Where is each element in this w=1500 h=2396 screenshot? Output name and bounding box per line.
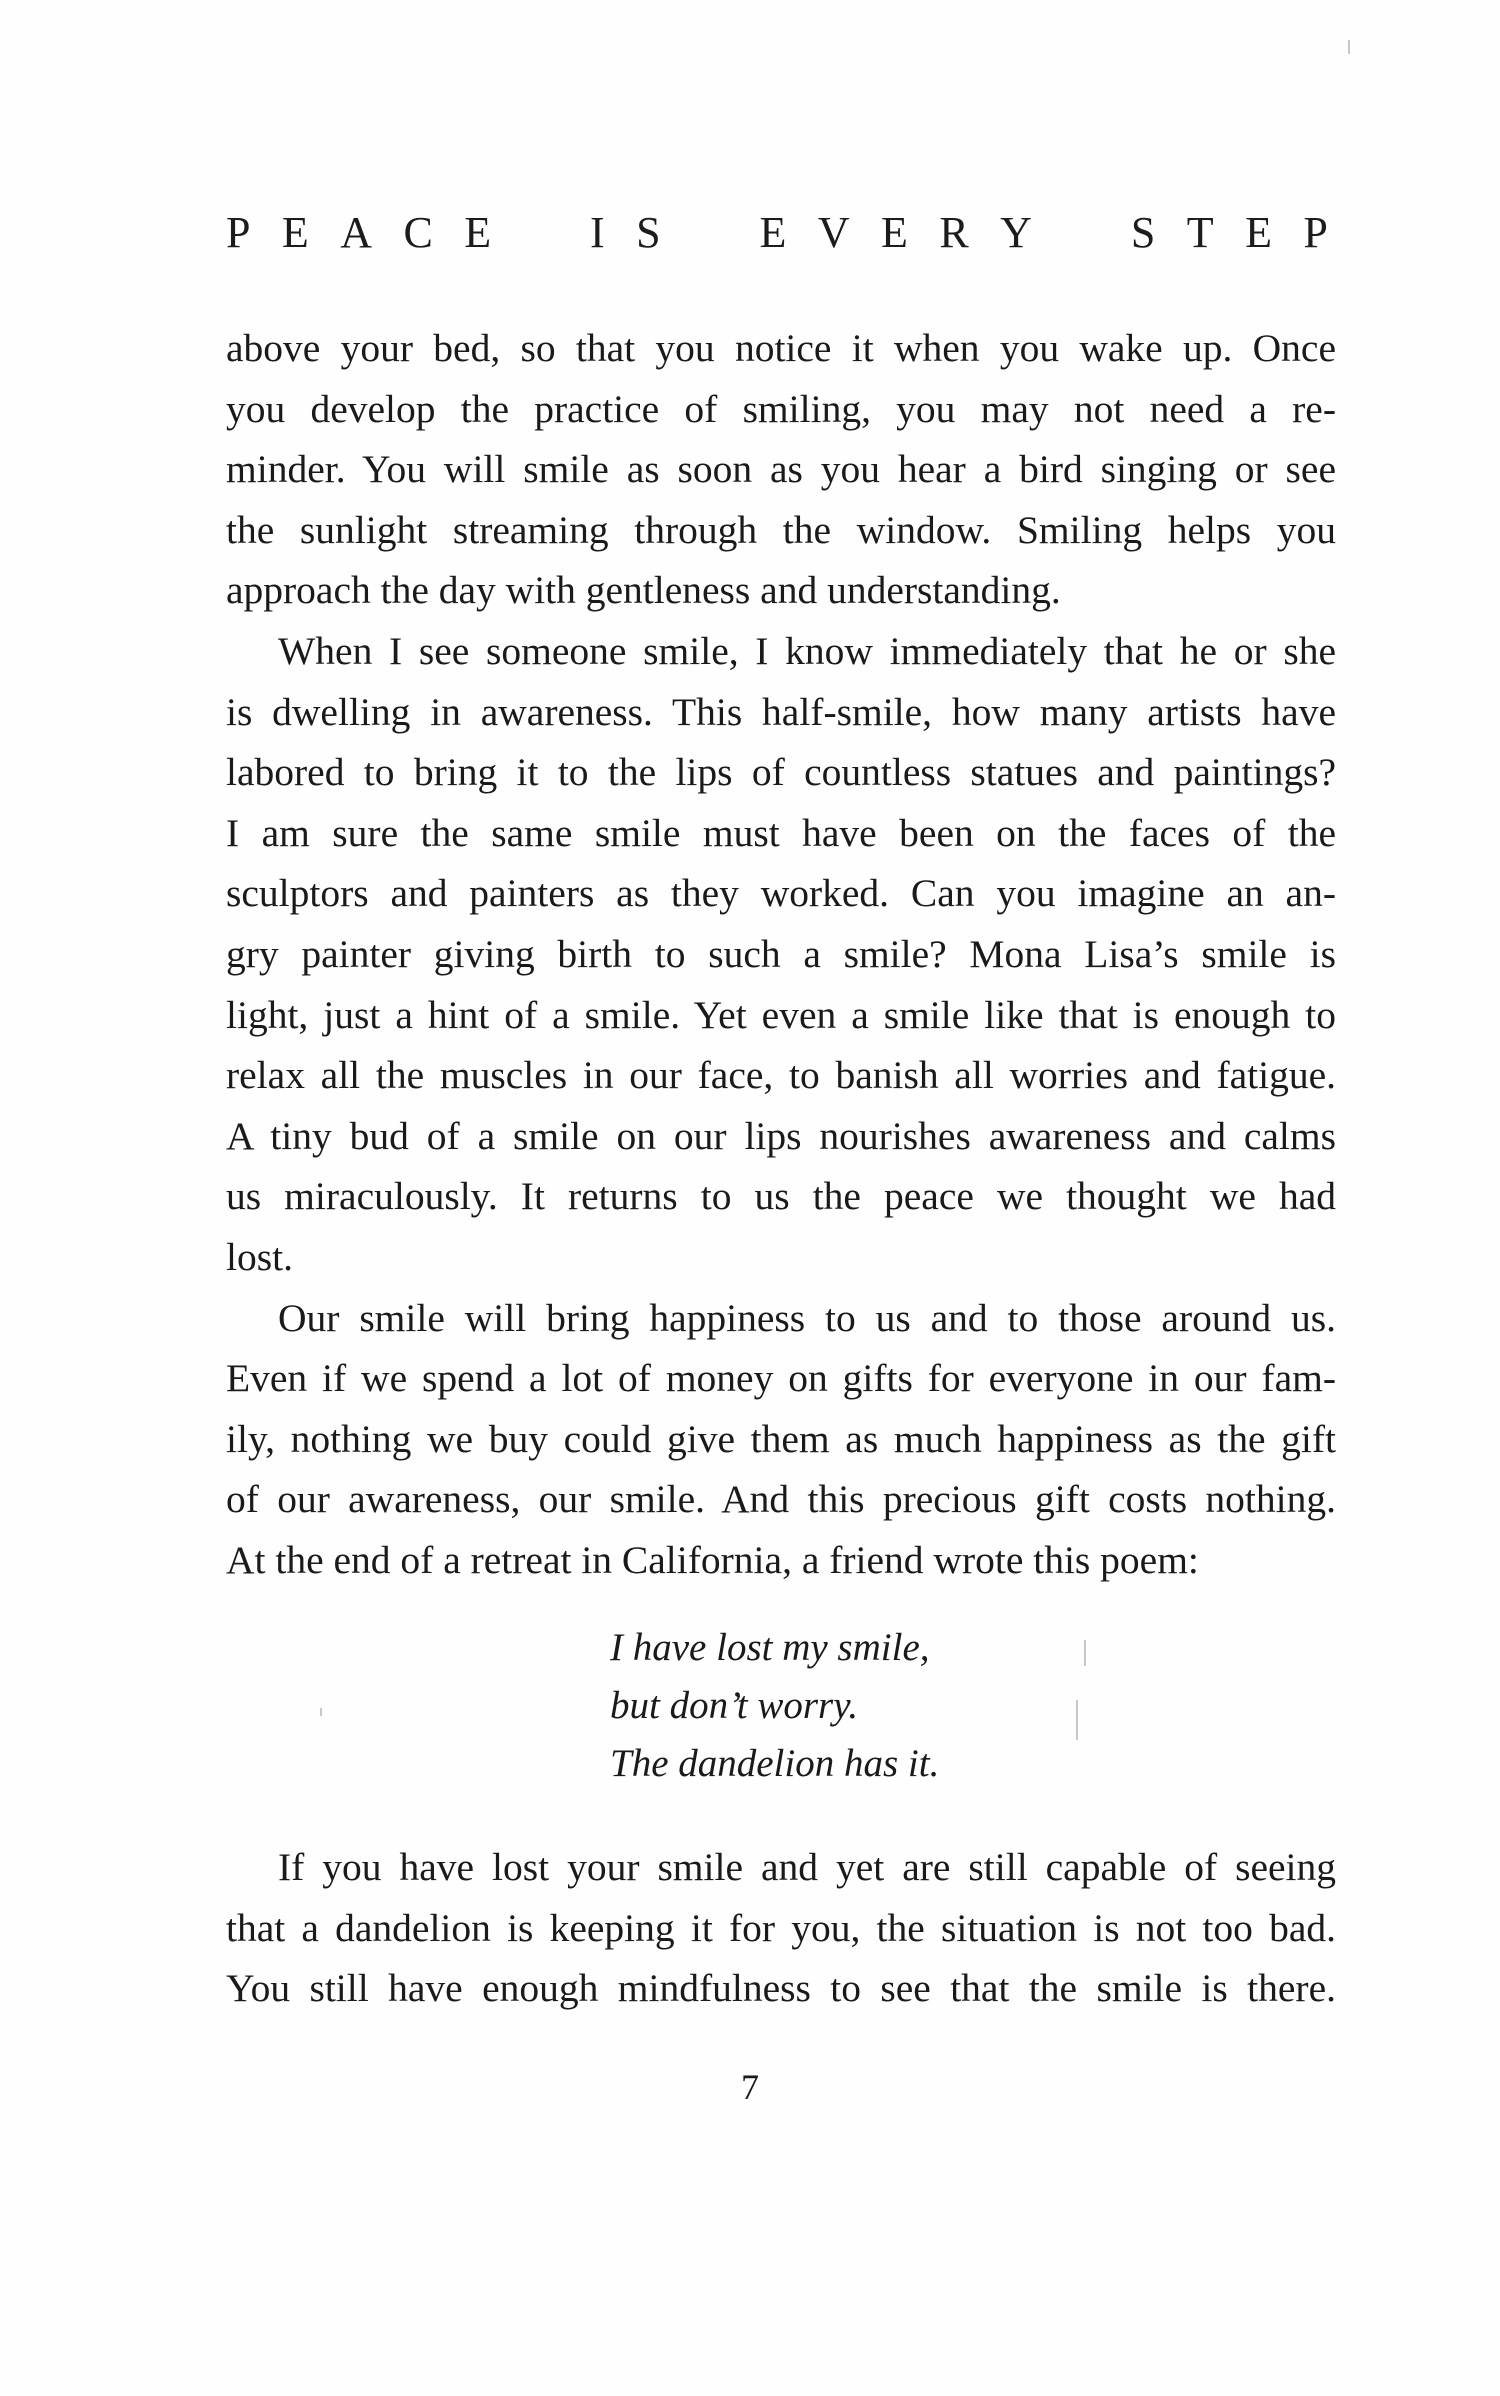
running-head-letter: P (226, 208, 251, 257)
running-head-letter: T (1186, 208, 1214, 257)
text-line: minder. You will smile as soon as you hear a bird singing or see (226, 447, 1336, 492)
scan-mark (1076, 1700, 1078, 1740)
paragraph-2 (226, 621, 1336, 1288)
running-head-letter: C (403, 208, 433, 257)
text-line: light, just a hint of a smile. Yet even a smile like that is enough to (226, 992, 1336, 1037)
text-line: you develop the practice of smiling, you may not need a re- (226, 386, 1336, 431)
running-head-letter: E (759, 208, 787, 257)
running-head-letter: A (340, 208, 373, 257)
poem-line: The dandelion has it. (610, 1742, 940, 1785)
body-text (226, 318, 1336, 1590)
scan-mark (1084, 1640, 1086, 1666)
word-gap (523, 205, 559, 261)
running-head-letter: S (1130, 208, 1156, 257)
text-line: lost. (226, 1234, 293, 1279)
text-line: us miraculously. It returns to us the peace we thought we had (226, 1174, 1336, 1219)
page-number: 7 (741, 2067, 759, 2107)
text-line: sculptors and painters as they worked. Can you imagine an an- (226, 871, 1336, 916)
text-line: approach the day with gentleness and understanding. (226, 568, 1061, 613)
running-head-letter: E (464, 208, 492, 257)
text-line: of our awareness, our smile. And this precious gift costs nothing. (226, 1477, 1336, 1522)
text-line: relax all the muscles in our face, to banish all worries and fatigue. (226, 1053, 1336, 1098)
text-line: above your bed, so that you notice it when you wake up. Once (226, 326, 1336, 370)
scan-mark (1348, 40, 1350, 54)
text-line: If you have lost your smile and yet are still capable of seeing (278, 1845, 1336, 1889)
paragraph-4 (226, 1837, 1336, 2019)
poem-line: I have lost my smile, (610, 1626, 930, 1669)
running-head-letter: P (1303, 208, 1328, 257)
word-gap (1063, 205, 1099, 261)
running-head-letter: E (281, 208, 309, 257)
paragraph-1 (226, 318, 1336, 621)
text-line: Even if we spend a lot of money on gifts for everyone in our fam- (226, 1356, 1336, 1401)
scan-mark (320, 1708, 322, 1716)
body-text-after-poem (226, 1837, 1336, 2019)
text-line: When I see someone smile, I know immediately that he or she (278, 628, 1336, 673)
poem-line: but don’t worry. (610, 1684, 859, 1727)
text-line: At the end of a retreat in California, a friend wrote this poem: (226, 1537, 1199, 1582)
running-head-letter: V (817, 208, 850, 257)
running-head (226, 205, 1328, 261)
running-head-letter: E (881, 208, 908, 257)
text-line: labored to bring it to the lips of countless statues and paintings? (226, 750, 1336, 795)
text-line: the sunlight streaming through the window. Smiling helps you (226, 507, 1336, 552)
text-line: You still have enough mindfulness to see that the smile is there. (226, 1966, 1336, 2011)
text-line: ily, nothing we buy could give them as much happiness as the gift (226, 1416, 1336, 1461)
running-head-letter: S (636, 208, 661, 257)
running-head-letter: E (1245, 208, 1272, 257)
poem (610, 1619, 939, 1793)
running-head-letter: Y (1000, 208, 1032, 257)
running-head-letter: I (590, 208, 605, 257)
text-line: Our smile will bring happiness to us and to those around us. (278, 1295, 1336, 1340)
word-gap (692, 205, 728, 261)
paragraph-3 (226, 1288, 1336, 1591)
text-line: is dwelling in awareness. This half-smile, how many artists have (226, 689, 1336, 734)
text-line: that a dandelion is keeping it for you, the situation is not too bad. (226, 1905, 1336, 1950)
text-line: A tiny bud of a smile on our lips nourishes awareness and calms (226, 1113, 1336, 1158)
running-head-letter: R (939, 208, 969, 257)
text-line: I am sure the same smile must have been on the faces of the (226, 810, 1336, 855)
text-line: gry painter giving birth to such a smile? Mona Lisa’s smile is (226, 931, 1336, 976)
